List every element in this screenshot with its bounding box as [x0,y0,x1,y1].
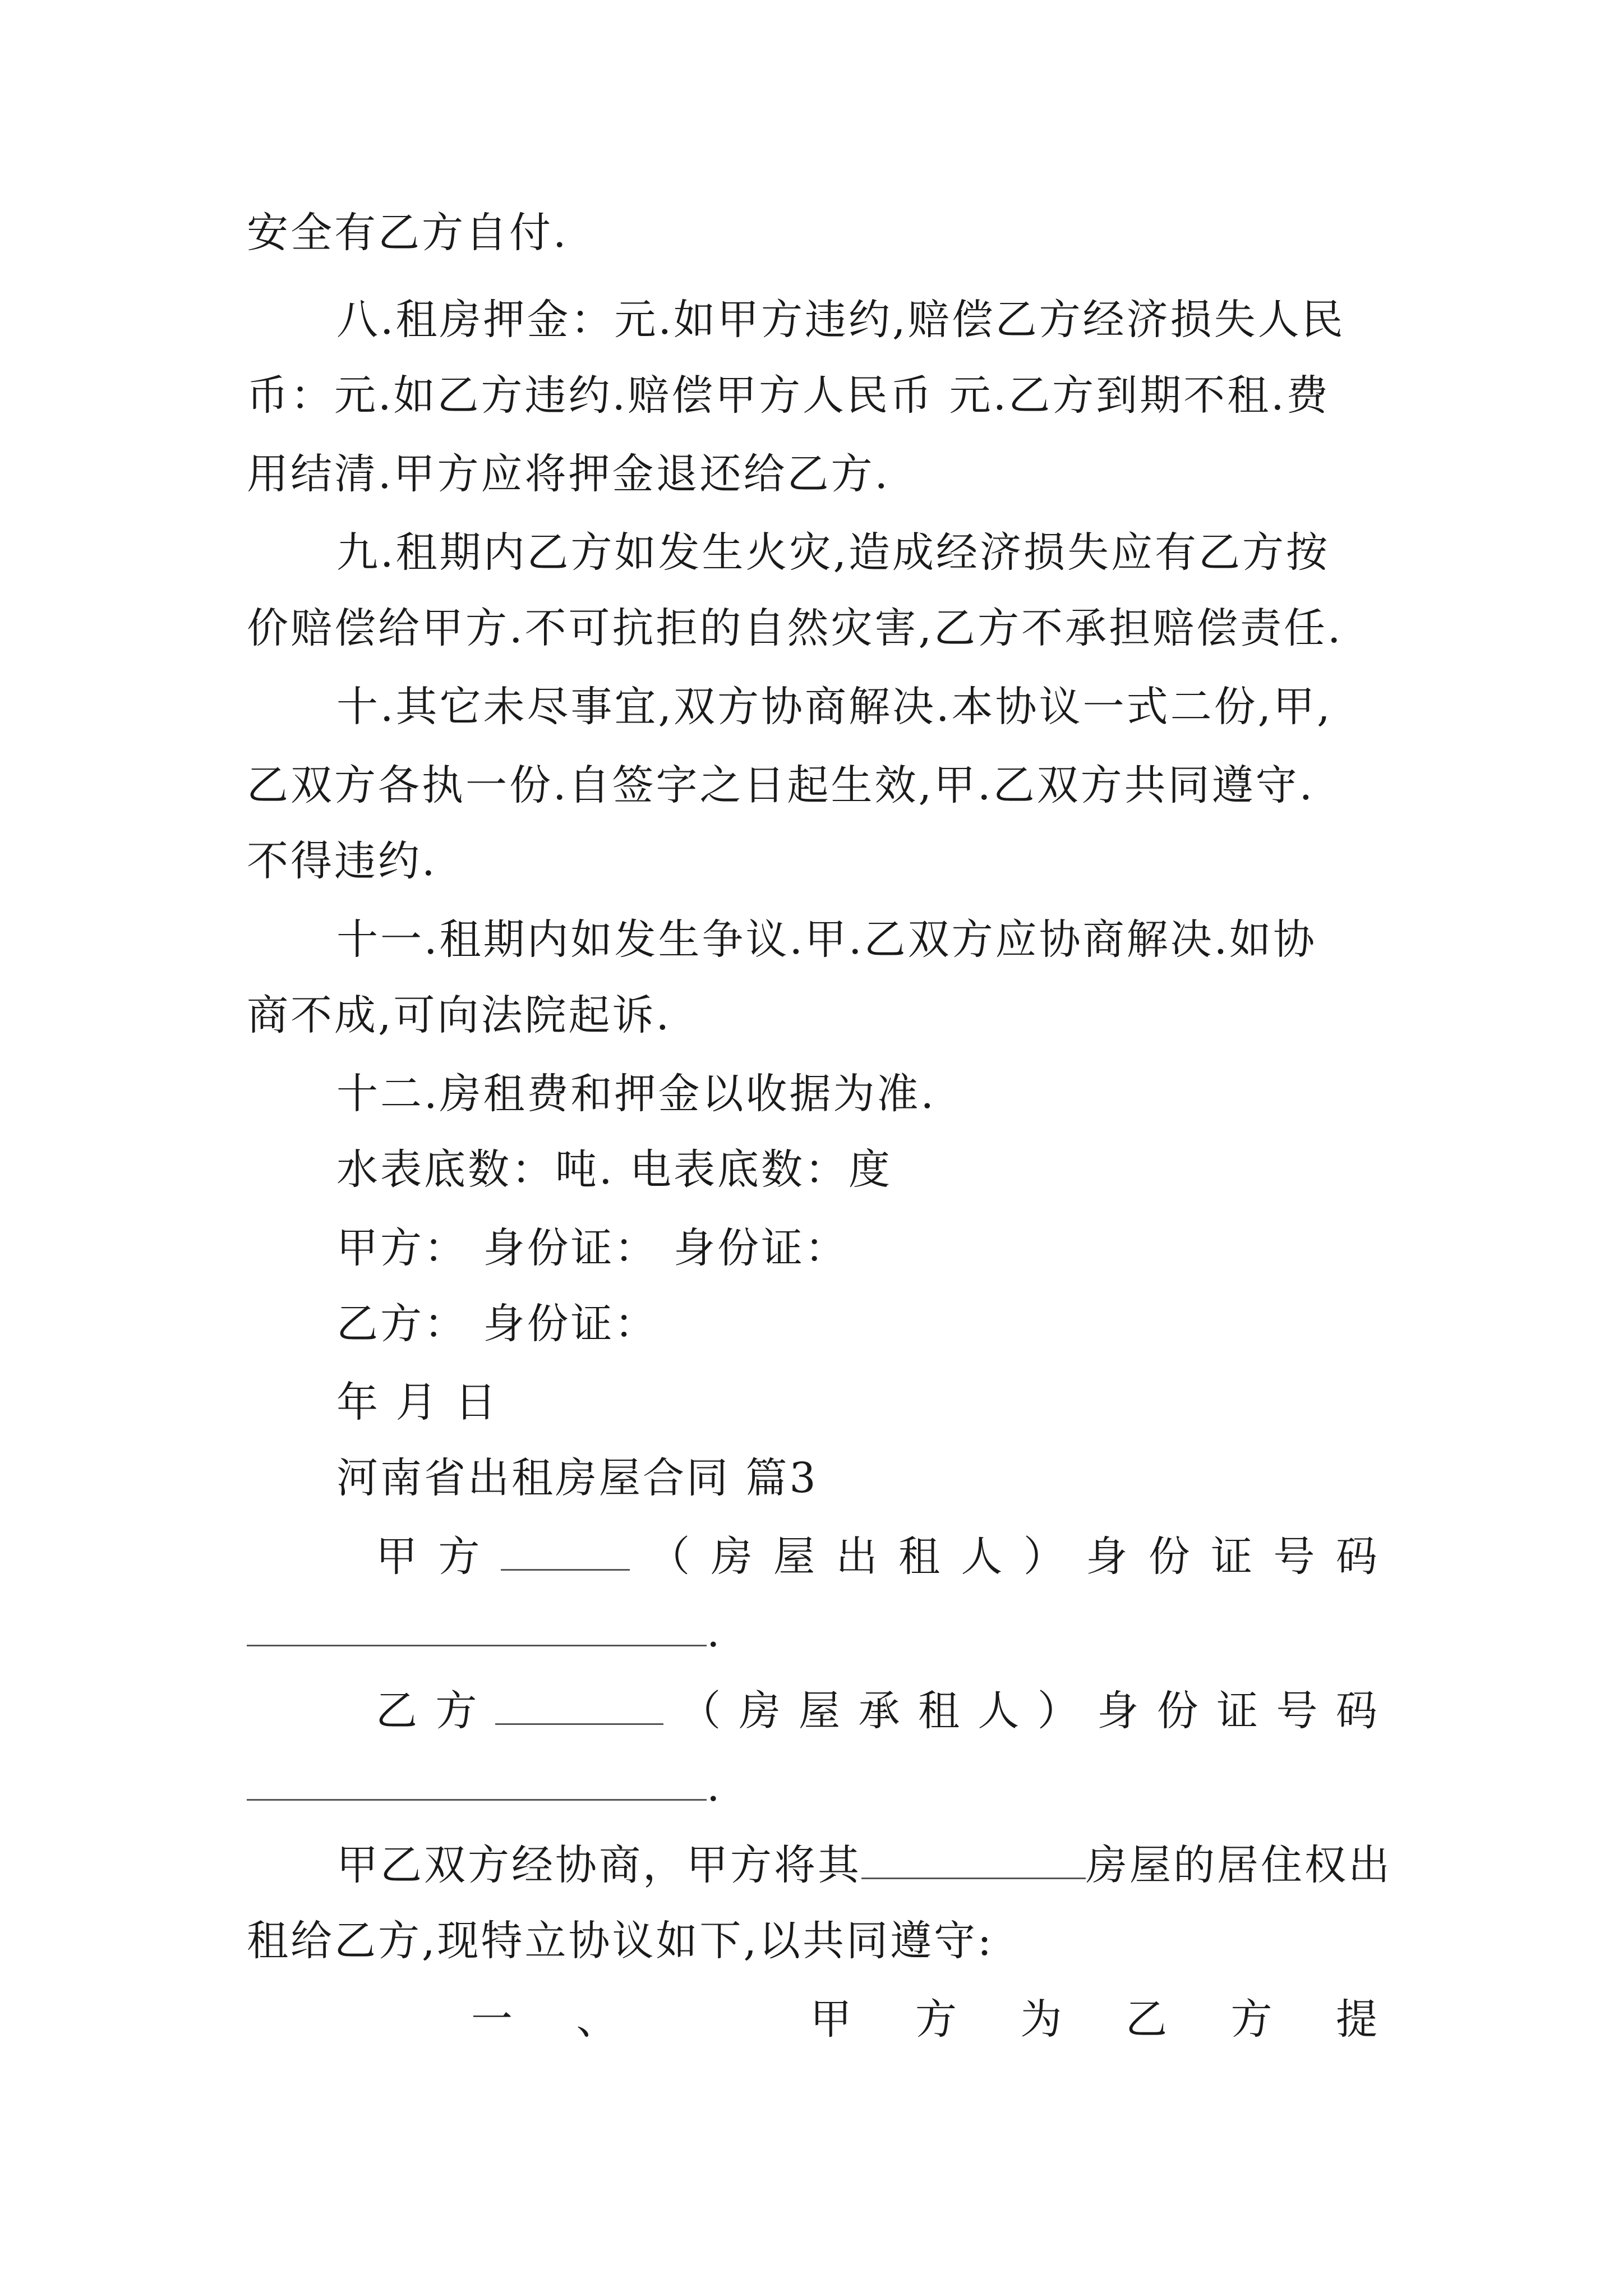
char: 房 [739,1687,783,1735]
clause-8-line-2: 币：元.如乙方违约.赔偿甲方人民币 元.乙方到期不租.费 [247,371,1330,420]
char: 为 [1020,1995,1064,2044]
clause-11-line-2: 商不成,可向法院起诉. [247,991,672,1039]
id-number-blank-b [247,1759,1380,1815]
blank-underline [501,1530,630,1571]
char: 出 [836,1533,880,1581]
blank-underline [247,1605,707,1646]
period: . [707,1608,722,1657]
clause-8-line-3: 用结清.甲方应将押金退还给乙方. [247,450,891,498]
clause-8-line-1: 八.租房押金：元.如甲方违约,赔偿乙方经济损失人民 [336,296,1345,344]
char: 方 [438,1533,482,1581]
blank-underline [861,1838,1086,1879]
char: 人 [978,1687,1022,1735]
char: 码 [1335,1687,1380,1735]
char: （ [648,1533,693,1581]
contract-party-a-line [376,1529,1380,1585]
char: 身 [1097,1687,1141,1735]
clause-12: 十二.房租费和押金以收据为准. [336,1070,937,1118]
blank-underline [495,1684,663,1725]
clause-9-line-2: 价赔偿给甲方.不可抗拒的自然灾害,乙方不承担赔偿责任. [247,604,1343,652]
char: （ [679,1687,723,1735]
char: 方 [435,1687,479,1735]
char: 乙 [376,1687,419,1735]
clause-10-line-2: 乙双方各执一份.自签字之日起生效,甲.乙双方共同遵守. [247,761,1315,809]
char: 份 [1156,1687,1201,1735]
intro-text: 甲乙双方经协商，甲方将其 [336,1841,861,1889]
blank-underline [247,1760,707,1801]
char: 、 [576,1995,620,2044]
date-line: 年 月 日 [336,1378,499,1427]
char: 证 [1211,1533,1255,1581]
char: 人 [961,1533,1005,1581]
char: 租 [898,1533,942,1581]
char: 甲 [376,1533,419,1581]
meter-readings: 水表底数：吨. 电表底数：度 [336,1145,893,1194]
party-a-signature: 甲方： 身份证： 身份证： [336,1224,849,1272]
char: 号 [1276,1687,1320,1735]
char: 承 [858,1687,902,1735]
period: . [707,1763,722,1811]
char: ） [1023,1533,1067,1581]
char: 身 [1086,1533,1130,1581]
char: 租 [917,1687,962,1735]
char: 房 [711,1533,755,1581]
char: 乙 [1126,1995,1169,2044]
clause-11-line-1: 十一.租期内如发生争议.甲.乙双方应协商解决.如协 [336,915,1317,964]
char: 码 [1335,1533,1380,1581]
intro-text: 房屋的居住权出 [1086,1841,1392,1889]
contract-intro-line-1 [336,1837,1392,1893]
char: ） [1037,1687,1081,1735]
char: 方 [915,1995,959,2044]
char: 甲 [810,1995,854,2044]
char: 屋 [799,1687,843,1735]
char: 方 [1230,1995,1275,2044]
char: 号 [1273,1533,1317,1581]
id-number-blank-a [247,1604,1380,1660]
section-title: 河南省出租房屋合同 篇3 [336,1454,818,1502]
contract-party-b-line [376,1683,1380,1739]
clause-10-line-3: 不得违约. [247,837,437,885]
contract-intro-line-2: 租给乙方,现特立协议如下,以共同遵守: [247,1917,994,1965]
char: 提 [1336,1995,1380,2044]
char: 屋 [773,1533,818,1581]
clause-10-line-1: 十.其它未尽事宜,双方协商解决.本协议一式二份,甲, [336,683,1332,731]
char: 一 [471,1995,515,2044]
clause-9-line-1: 九.租期内乙方如发生火灾,造成经济损失应有乙方按 [336,528,1330,577]
char: 证 [1216,1687,1261,1735]
paragraph-line: 安全有乙方自付. [247,209,569,257]
party-b-signature: 乙方： 身份证： [336,1300,658,1348]
contract-clause-1-line [471,1991,1380,2047]
char: 份 [1148,1533,1192,1581]
